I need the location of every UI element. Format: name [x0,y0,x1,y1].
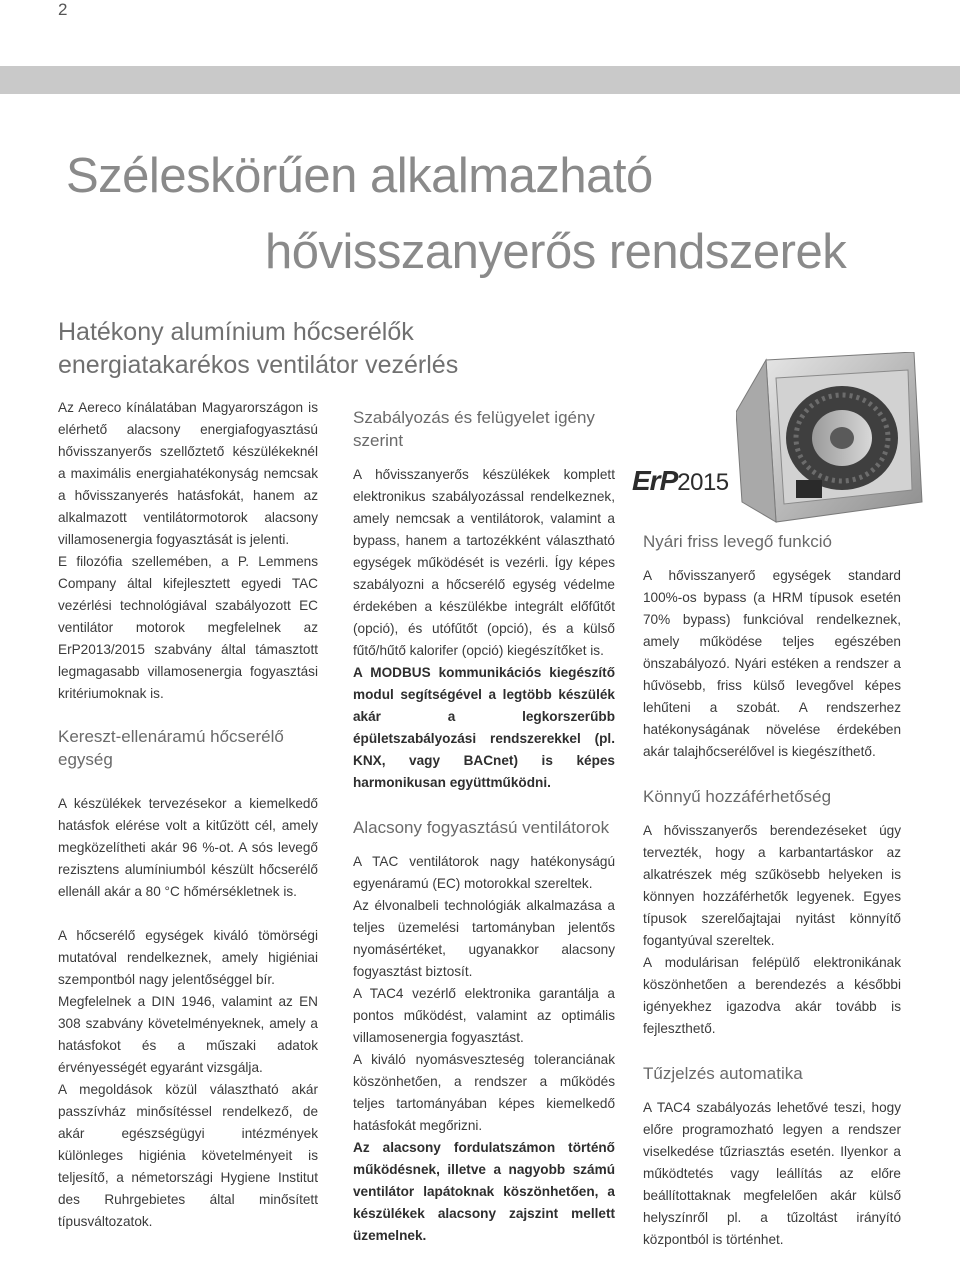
right-heading-fire: Tűzjelzés automatika [643,1064,803,1083]
left-paragraph-3: A készülékek tervezésekor a kiemelkedő hatásfok elérése volt a kitűzött cél, amely megközelítheti akár 96 %-ot. A sós levegő rezisztens alumíniumból készült hőcserélő ellenáll akár a 80 °C hőmérsékletnek is. [58,796,318,899]
left-paragraph-6: A megoldások közül választható akár passzívház minősítéssel rendelkező, de akár egészségügyi intézmények különleges higiénia követelményeit is teljesítő, a németországi Hygiene Institut des Ruhrgebietes által minősített típusváltozatok. [58,1082,318,1229]
header-band [0,66,960,94]
middle-paragraph-5: A TAC4 vezérlő elektronika garantálja a pontos működést, valamint az optimális villamosenergia fogyasztást. [353,986,615,1045]
right-heading-access: Könnyű hozzáférhetőség [643,787,832,806]
right-paragraph-3: A modulárisan felépülő elektronikának köszönhetően a berendezés a későbbi igényekhez igazodva akár tovább is fejleszthető. [643,955,901,1036]
subtitle-line1: Hatékony alumínium hőcserélők [58,318,414,346]
left-heading-heat-exchanger: Kereszt-ellenáramú hőcserélő egység [58,727,284,769]
subtitle-line2: energiatakarékos ventilátor vezérlés [58,351,459,379]
right-column [643,530,901,1251]
page-title-line1: Széleskörűen alkalmazható [66,149,653,203]
erp-logo-year: 2015 [677,469,729,496]
middle-paragraph-3: A TAC ventilátorok nagy hatékonyságú egyenáramú (EC) motorokkal szereltek. [353,854,615,891]
middle-paragraph-noise: Az alacsony fordulatszámon történő működésnek, illetve a nagyobb számú ventilátor lapátoknak köszönhetően, a készülékek alacsony zajszint mellett üzemelnek. [353,1140,615,1243]
middle-heading-control: Szabályozás és felügyelet igény szerint [353,408,595,450]
middle-paragraph-1: A hővisszanyerős készülékek komplett elektronikus szabályozással rendelkeznek, amely nemcsak a ventilátorok, valamint a bypass, hanem a tartozékként választható egységek működését is vezérli. Így képes szabályozni a hőcserélő egység védelme érdekében a készülékbe integrált előfűtőt (opció), és utófűtőt (opció), és a külső fűtő/hűtő kalorifer (opció) kiegészítőket is. [353,467,615,658]
middle-paragraph-modbus: A MODBUS kommunikációs kiegészítő modul segítségével a legtöbb készülék akár a legkorszerűbb épületszabályozási rendszerekkel (pl. KNX, vagy BACnet) is képes harmonikusan együttműködni. [353,665,615,790]
left-paragraph-5: Megfelelnek a DIN 1946, valamint az EN 308 szabvány követelményeknek, amely a hatásfokot és a műszaki adatok érvényességét egyaránt vizsgálja. [58,994,318,1075]
middle-column [353,406,615,1247]
erp-2015-logo [632,466,729,498]
left-column [58,397,318,1233]
erp-logo-text: ErP [632,465,678,496]
left-paragraph-4: A hőcserélő egységek kiváló tömörségi mutatóval rendelkeznek, amely higiéniai szempontból nagy jelentőséggel bír. [58,928,318,987]
right-heading-summer: Nyári friss levegő funkció [643,532,832,551]
left-paragraph-2: E filozófia szellemében, a P. Lemmens Company által kifejlesztett egyedi TAC vezérlési technológiával szabályozott EC ventilátor motorok megfelelnek az ErP2013/2015 szabvány által támasztott legmagasabb villamosenergia fogyasztási kritériumoknak is. [58,554,318,701]
page-number: 2 [58,0,68,19]
ec-fan-product-image [736,352,926,524]
middle-paragraph-4: Az élvonalbeli technológiák alkalmazása a teljes üzemelési tartományban jelentős nyomásértéket, ugyanakkor alacsony fogyasztást biztosít. [353,898,615,979]
page-title-line2: hővisszanyerős rendszerek [265,225,847,279]
right-paragraph-2: A hővisszanyerős berendezéseket úgy tervezték, hogy a karbantartáskor az alkatrészek még szűkösebb helyeken is könnyen hozzáférhetők legyenek. Egyes típusok szerelőajtajai nyitást könnyítő fogantyúval szereltek. [643,823,901,948]
middle-heading-fans: Alacsony fogyasztású ventilátorok [353,818,610,837]
right-paragraph-4: A TAC4 szabályozás lehetővé teszi, hogy előre programozható legyen a rendszer viselkedése tűzriasztás esetén. Ilyenkor a működtetés vagy leállítás az előre beállítottaknak megfelelően akár külső helyszínről pl. a tűzoltást irányító központból is történhet. [643,1100,901,1247]
middle-paragraph-6: A kiváló nyomásveszteség toleranciának köszönhetően, a rendszer a működés teljes tartományában képes kiemelkedő hatásfokát megőrizni. [353,1052,615,1133]
right-paragraph-1: A hővisszanyerő egységek standard 100%-os bypass (a HRM típusok esetén 70% bypass) funkcióval rendelkeznek, amely működése teljes egészében önszabályozó. Nyári estéken a rendszer a hűvösebb, friss külső levegővel képes lehűteni a szobát. A rendszerhez hatékonyságának növelése érdekében akár talajhőcserélővel is kiegészíthető. [643,568,901,759]
left-paragraph-1: Az Aereco kínálatában Magyarországon is elérhető alacsony energiafogyasztású hővisszanyerős szellőztető készülékeknél a maximális energiahatékonyság nemcsak a hővisszanyerés hatásfokát, hanem az alkalmazott ventilátormotorok alacsony villamosenergia fogyasztását is jelenti. [58,400,318,547]
